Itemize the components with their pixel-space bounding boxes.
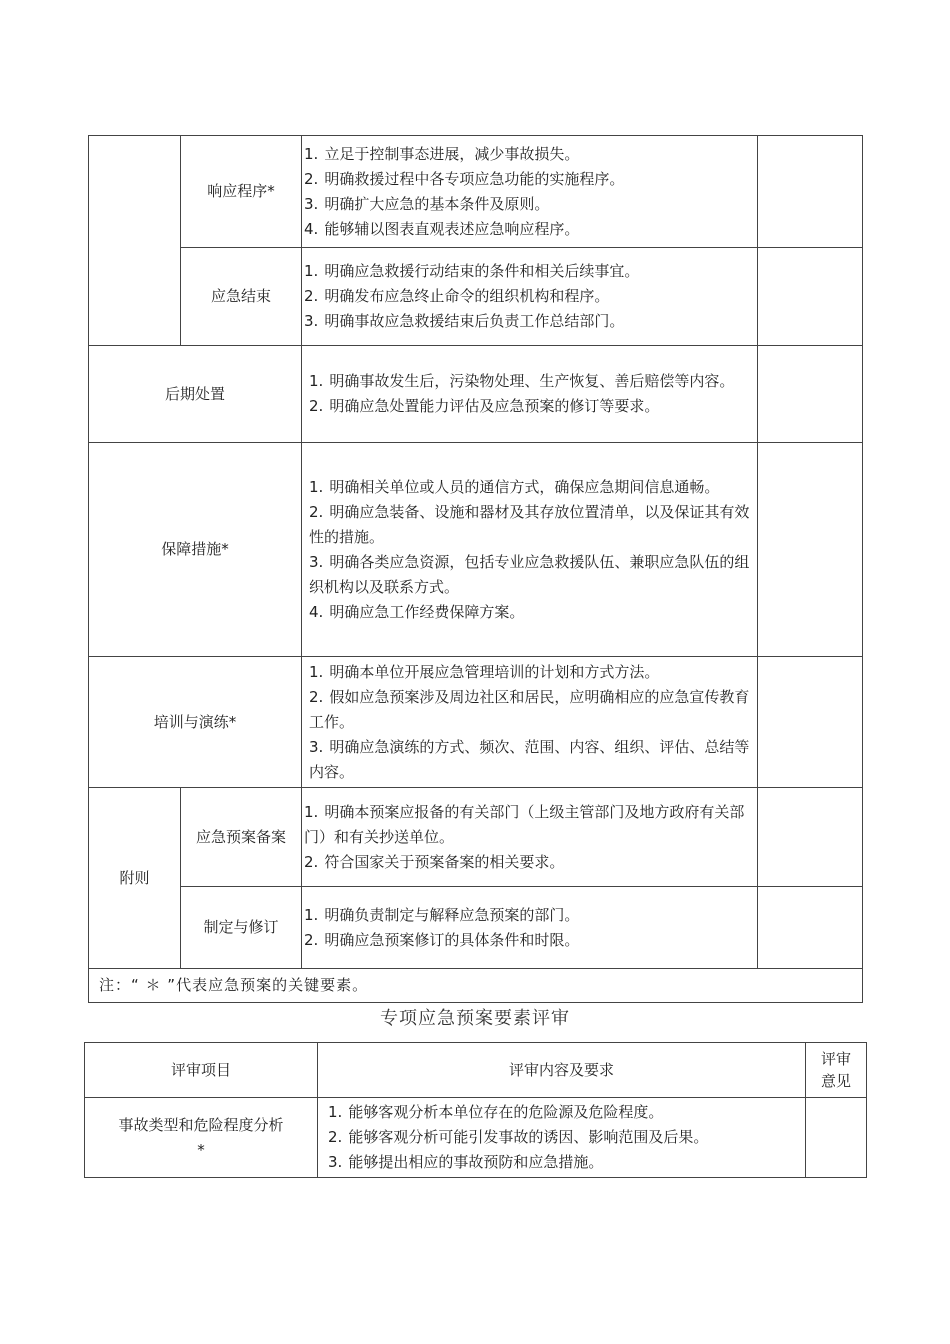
list-item: 1. 立足于控制事态进展，减少事故损失。 — [304, 144, 580, 163]
list-item: 2. 明确应急装备、设施和器材及其存放位置清单，以及保证其有效性的措施。 — [309, 502, 750, 546]
group-cell: 附则 — [89, 788, 181, 969]
item-cell: 事故类型和危险程度分析 * — [85, 1098, 318, 1178]
item-cell: 应急预案备案 — [181, 788, 302, 887]
requirement-cell — [302, 443, 758, 657]
requirement-cell — [302, 136, 758, 248]
table-row — [89, 969, 863, 1003]
section-title: 专项应急预案要素评审 — [380, 1008, 570, 1029]
requirement-cell — [302, 346, 758, 443]
item-cell: 响应程序* — [181, 136, 302, 248]
requirement-cell — [302, 248, 758, 346]
opinion-cell[interactable] — [758, 248, 863, 346]
list-item: 2. 明确应急处置能力评估及应急预案的修订等要求。 — [309, 397, 660, 415]
header-content: 评审内容及要求 — [318, 1043, 806, 1098]
list-item: 2. 明确发布应急终止命令的组织机构和程序。 — [304, 287, 610, 305]
list-item: 2. 假如应急预案涉及周边社区和居民，应明确相应的应急宣传教育工作。 — [309, 687, 750, 731]
list-item: 1. 明确相关单位或人员的通信方式，确保应急期间信息通畅。 — [309, 477, 720, 496]
list-item: 1. 明确应急救援行动结束的条件和相关后续事宜。 — [304, 262, 640, 280]
list-item: 3. 明确各类应急资源，包括专业应急救援队伍、兼职应急队伍的组织机构以及联系方式。 — [309, 552, 750, 596]
opinion-cell[interactable] — [758, 136, 863, 248]
list-item: 4. 能够辅以图表直观表述应急响应程序。 — [304, 219, 580, 238]
table-header-row — [85, 1043, 867, 1098]
list-item: 1. 明确负责制定与解释应急预案的部门。 — [304, 905, 580, 924]
list-item: 2. 明确救援过程中各专项应急功能的实施程序。 — [304, 169, 625, 188]
table-row — [89, 657, 863, 788]
opinion-cell[interactable] — [806, 1098, 867, 1178]
opinion-cell[interactable] — [758, 657, 863, 788]
item-cell: 保障措施* — [89, 443, 302, 657]
item-cell: 培训与演练* — [89, 657, 302, 788]
header-item: 评审项目 — [85, 1043, 318, 1098]
opinion-cell[interactable] — [758, 887, 863, 969]
list-item: 1. 能够客观分析本单位存在的危险源及危险程度。 — [328, 1103, 664, 1121]
table-row — [89, 136, 863, 248]
list-item: 2. 符合国家关于预案备案的相关要求。 — [304, 852, 565, 871]
list-item: 3. 能够提出相应的事故预防和应急措施。 — [328, 1153, 604, 1171]
list-item: 1. 明确本预案应报备的有关部门（上级主管部门及地方政府有关部门）和有关抄送单位。 — [304, 802, 745, 846]
opinion-cell[interactable] — [758, 443, 863, 657]
list-item: 1. 明确事故发生后，污染物处理、生产恢复、善后赔偿等内容。 — [309, 372, 735, 390]
table-note: 注：“ ＊ ”代表应急预案的关键要素。 — [89, 969, 863, 1003]
requirement-cell — [302, 657, 758, 788]
review-table-special — [84, 1042, 867, 1178]
review-table-general — [88, 135, 863, 1003]
list-item: 2. 明确应急预案修订的具体条件和时限。 — [304, 930, 580, 949]
list-item: 4. 明确应急工作经费保障方案。 — [309, 602, 525, 621]
table-row — [89, 248, 863, 346]
header-opinion: 评审 意见 — [806, 1043, 867, 1098]
list-item: 1. 明确本单位开展应急管理培训的计划和方式方法。 — [309, 662, 660, 681]
list-item: 2. 能够客观分析可能引发事故的诱因、影响范围及后果。 — [328, 1128, 709, 1146]
table-row — [89, 788, 863, 887]
requirement-cell — [318, 1098, 806, 1178]
requirement-cell — [302, 788, 758, 887]
list-item: 3. 明确事故应急救援结束后负责工作总结部门。 — [304, 312, 625, 330]
item-cell: 后期处置 — [89, 346, 302, 443]
item-cell: 制定与修订 — [181, 887, 302, 969]
list-item: 3. 明确扩大应急的基本条件及原则。 — [304, 194, 550, 213]
table-row — [85, 1098, 867, 1178]
table-row — [89, 443, 863, 657]
group-cell — [89, 136, 181, 346]
table-row — [89, 887, 863, 969]
table-row — [89, 346, 863, 443]
opinion-cell[interactable] — [758, 788, 863, 887]
opinion-cell[interactable] — [758, 346, 863, 443]
item-cell: 应急结束 — [181, 248, 302, 346]
requirement-cell — [302, 887, 758, 969]
list-item: 3. 明确应急演练的方式、频次、范围、内容、组织、评估、总结等内容。 — [309, 737, 750, 781]
